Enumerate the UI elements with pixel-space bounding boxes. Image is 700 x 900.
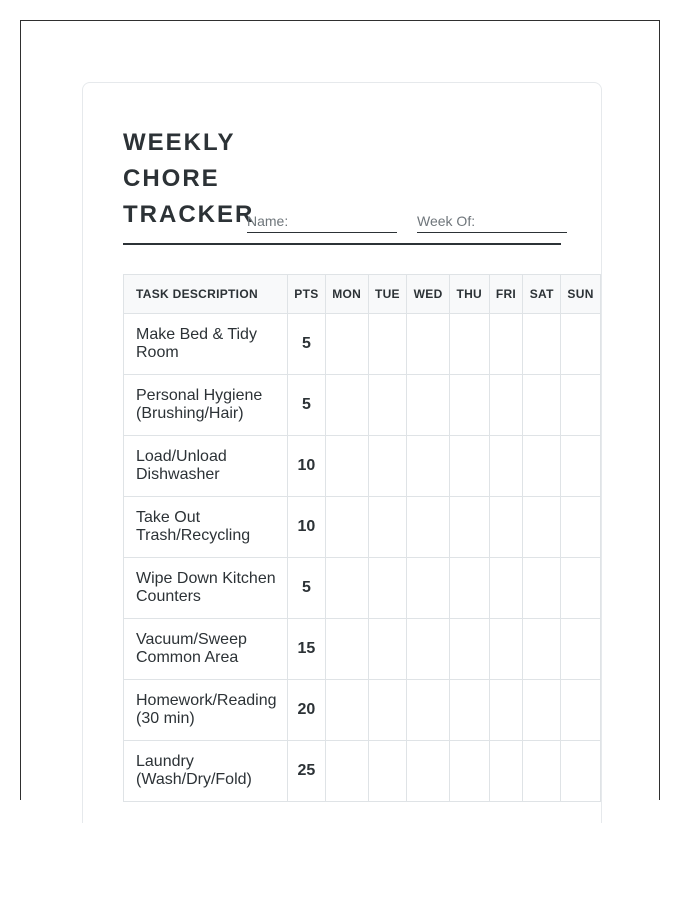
- day-check-cell-fri[interactable]: [489, 497, 523, 558]
- sheet-header: [123, 125, 561, 245]
- day-check-cell-mon[interactable]: [325, 314, 368, 375]
- day-check-cell-wed[interactable]: [407, 558, 450, 619]
- task-points: 10: [288, 497, 326, 558]
- day-check-cell-thu[interactable]: [449, 619, 489, 680]
- day-check-cell-sat[interactable]: [523, 619, 561, 680]
- task-points: 5: [288, 558, 326, 619]
- day-check-cell-fri[interactable]: [489, 375, 523, 436]
- day-check-cell-tue[interactable]: [368, 741, 407, 802]
- day-check-cell-thu[interactable]: [449, 497, 489, 558]
- day-check-cell-sun[interactable]: [561, 375, 601, 436]
- day-check-cell-mon[interactable]: [325, 436, 368, 497]
- page-frame: [20, 20, 660, 800]
- day-check-cell-tue[interactable]: [368, 619, 407, 680]
- day-check-cell-sat[interactable]: [523, 436, 561, 497]
- day-check-cell-tue[interactable]: [368, 558, 407, 619]
- column-header-sun: SUN: [561, 275, 601, 314]
- table-header-row: [124, 275, 601, 314]
- day-check-cell-wed[interactable]: [407, 314, 450, 375]
- name-field[interactable]: Name:: [247, 212, 397, 233]
- column-header-fri: FRI: [489, 275, 523, 314]
- day-check-cell-fri[interactable]: [489, 314, 523, 375]
- day-check-cell-sun[interactable]: [561, 497, 601, 558]
- day-check-cell-sat[interactable]: [523, 314, 561, 375]
- day-check-cell-fri[interactable]: [489, 558, 523, 619]
- day-check-cell-fri[interactable]: [489, 619, 523, 680]
- day-check-cell-mon[interactable]: [325, 375, 368, 436]
- day-check-cell-mon[interactable]: [325, 497, 368, 558]
- day-check-cell-mon[interactable]: [325, 619, 368, 680]
- day-check-cell-sun[interactable]: [561, 314, 601, 375]
- task-description: Homework/Reading (30 min): [124, 680, 288, 741]
- day-check-cell-tue[interactable]: [368, 497, 407, 558]
- day-check-cell-sat[interactable]: [523, 497, 561, 558]
- day-check-cell-thu[interactable]: [449, 680, 489, 741]
- day-check-cell-fri[interactable]: [489, 741, 523, 802]
- day-check-cell-sat[interactable]: [523, 741, 561, 802]
- task-description: Personal Hygiene (Brushing/Hair): [124, 375, 288, 436]
- column-header-wed: WED: [407, 275, 450, 314]
- day-check-cell-thu[interactable]: [449, 314, 489, 375]
- task-points: 10: [288, 436, 326, 497]
- task-points: 5: [288, 314, 326, 375]
- day-check-cell-fri[interactable]: [489, 680, 523, 741]
- day-check-cell-wed[interactable]: [407, 436, 450, 497]
- table-row: [124, 619, 601, 680]
- chore-table-body: [124, 314, 601, 802]
- table-row: [124, 558, 601, 619]
- day-check-cell-wed[interactable]: [407, 741, 450, 802]
- task-description: Load/Unload Dishwasher: [124, 436, 288, 497]
- day-check-cell-wed[interactable]: [407, 680, 450, 741]
- column-header-pts: PTS: [288, 275, 326, 314]
- day-check-cell-mon[interactable]: [325, 741, 368, 802]
- chore-sheet: [82, 82, 602, 823]
- day-check-cell-wed[interactable]: [407, 375, 450, 436]
- column-header-thu: THU: [449, 275, 489, 314]
- day-check-cell-thu[interactable]: [449, 741, 489, 802]
- day-check-cell-sun[interactable]: [561, 558, 601, 619]
- task-points: 20: [288, 680, 326, 741]
- day-check-cell-mon[interactable]: [325, 680, 368, 741]
- task-description: Make Bed & Tidy Room: [124, 314, 288, 375]
- day-check-cell-sun[interactable]: [561, 619, 601, 680]
- table-row: [124, 741, 601, 802]
- table-row: [124, 375, 601, 436]
- table-row: [124, 436, 601, 497]
- column-header-tue: TUE: [368, 275, 407, 314]
- day-check-cell-sat[interactable]: [523, 558, 561, 619]
- table-row: [124, 497, 601, 558]
- day-check-cell-tue[interactable]: [368, 375, 407, 436]
- day-check-cell-wed[interactable]: [407, 497, 450, 558]
- day-check-cell-thu[interactable]: [449, 375, 489, 436]
- day-check-cell-sun[interactable]: [561, 741, 601, 802]
- chore-table: [123, 274, 601, 802]
- day-check-cell-fri[interactable]: [489, 436, 523, 497]
- day-check-cell-tue[interactable]: [368, 314, 407, 375]
- day-check-cell-thu[interactable]: [449, 558, 489, 619]
- column-header-mon: MON: [325, 275, 368, 314]
- day-check-cell-sat[interactable]: [523, 680, 561, 741]
- day-check-cell-wed[interactable]: [407, 619, 450, 680]
- task-description: Vacuum/Sweep Common Area: [124, 619, 288, 680]
- table-row: [124, 680, 601, 741]
- page-title: WEEKLY CHORE TRACKER: [123, 129, 255, 228]
- day-check-cell-sat[interactable]: [523, 375, 561, 436]
- task-description: Take Out Trash/Recycling: [124, 497, 288, 558]
- task-description: Laundry (Wash/Dry/Fold): [124, 741, 288, 802]
- day-check-cell-tue[interactable]: [368, 680, 407, 741]
- table-row: [124, 314, 601, 375]
- day-check-cell-sun[interactable]: [561, 436, 601, 497]
- column-header-sat: SAT: [523, 275, 561, 314]
- day-check-cell-sun[interactable]: [561, 680, 601, 741]
- week-of-field[interactable]: Week Of:: [417, 212, 567, 233]
- day-check-cell-thu[interactable]: [449, 436, 489, 497]
- column-header-task: TASK DESCRIPTION: [124, 275, 288, 314]
- task-points: 25: [288, 741, 326, 802]
- task-points: 5: [288, 375, 326, 436]
- day-check-cell-mon[interactable]: [325, 558, 368, 619]
- day-check-cell-tue[interactable]: [368, 436, 407, 497]
- task-points: 15: [288, 619, 326, 680]
- task-description: Wipe Down Kitchen Counters: [124, 558, 288, 619]
